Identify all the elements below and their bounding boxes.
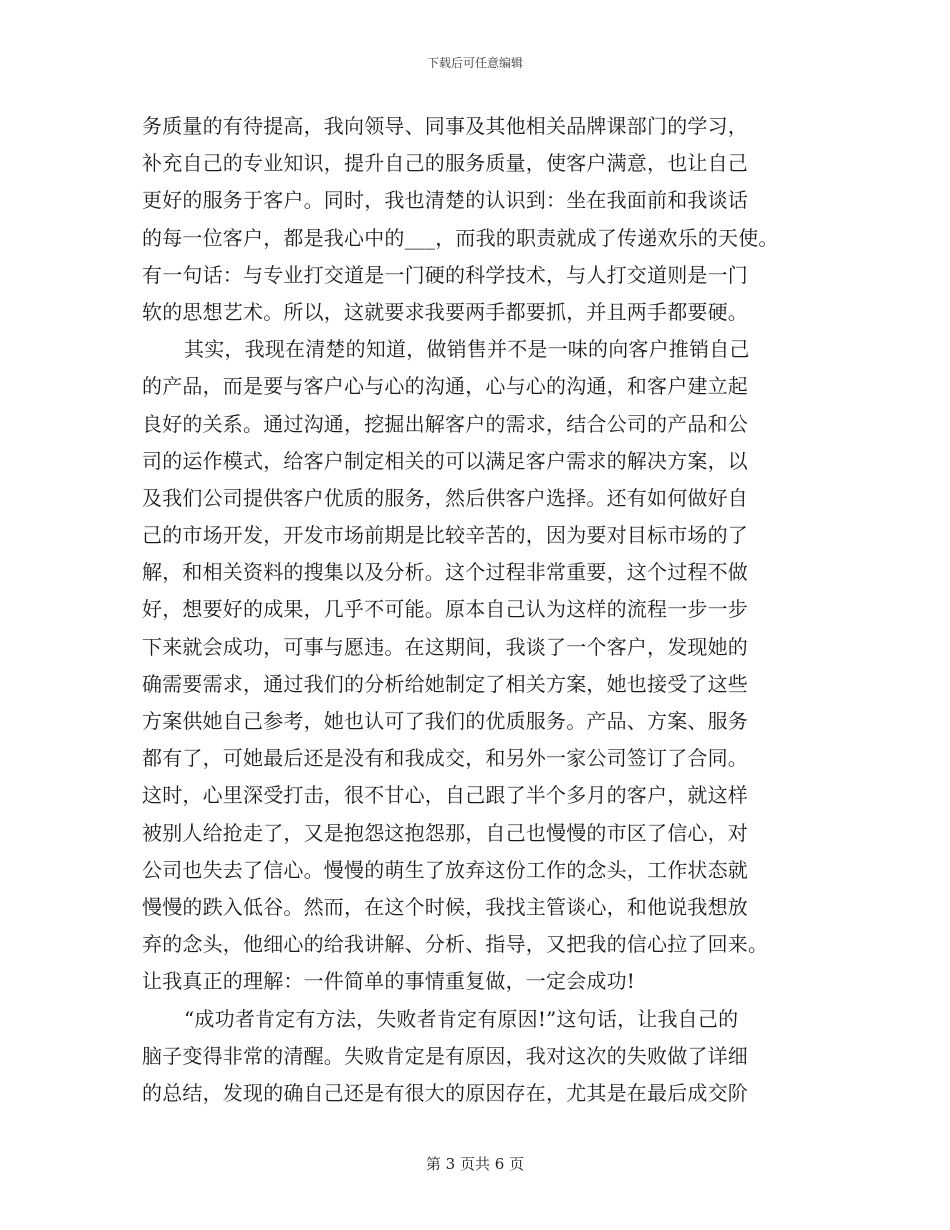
text-line: 脑子变得非常的清醒。失败肯定是有原因，我对这次的失败做了详细 [142,1043,748,1068]
text-line: 更好的服务于客户。同时，我也清楚的认识到：坐在我面前和我谈话 [142,188,748,213]
text-line: 己的市场开发，开发市场前期是比较辛苦的，因为要对目标市场的了 [142,523,748,548]
text-line: 及我们公司提供客户优质的服务，然后供客户选择。还有如何做好自 [142,485,748,510]
text-line: 弃的念头，他细心的给我讲解、分析、指导，又把我的信心拉了回来。 [142,932,769,957]
text-line: 解，和相关资料的搜集以及分析。这个过程非常重要，这个过程不做 [142,560,748,585]
text-line: 被别人给抢走了，又是抱怨这抱怨那，自己也慢慢的市区了信心，对 [142,820,748,845]
text-line: 下来就会成功，可事与愿违。在这期间，我谈了一个客户，发现她的 [142,634,748,659]
text-line: 的总结，发现的确自己还是有很大的原因存在，尤其是在最后成交阶 [142,1080,748,1105]
text-line: 都有了，可她最后还是没有和我成交，和另外一家公司签订了合同。 [142,746,748,771]
text-line: 司的运作模式，给客户制定相关的可以满足客户需求的解决方案，以 [142,448,748,473]
page-footer: 第 3 页共 6 页 [425,1155,525,1173]
text-line: 的每一位客户，都是我心中的___，而我的职责就成了传递欢乐的天使。 [142,225,779,250]
paragraph-start-line: 其实，我现在清楚的知道，做销售并不是一味的向客户推销自己 [184,337,750,362]
text-line: 软的思想艺术。所以，这就要求我要两手都要抓，并且两手都要硬。 [142,299,748,324]
text-line: 好，想要好的成果，几乎不可能。原本自己认为这样的流程一步一步 [142,597,748,622]
paragraph-start-line: “成功者肯定有方法，失败者肯定有原因!”这句话，让我自己的 [184,1006,739,1031]
text-line: 公司也失去了信心。慢慢的萌生了放弃这份工作的念头，工作状态就 [142,857,748,882]
text-line: 的产品，而是要与客户心与心的沟通，心与心的沟通，和客户建立起 [142,374,748,399]
text-line: 慢慢的跌入低谷。然而，在这个时候，我找主管谈心，和他说我想放 [142,894,748,919]
document-body [142,108,812,1112]
text-line: 务质量的有待提高，我向领导、同事及其他相关品牌课部门的学习， [142,114,748,138]
text-line: 有一句话：与专业打交道是一门硬的科学技术，与人打交道则是一门 [142,262,748,287]
text-line: 这时，心里深受打击，很不甘心，自己跟了半个多月的客户，就这样 [142,783,748,808]
text-line: 补充自己的专业知识，提升自己的服务质量，使客户满意，也让自己 [142,151,748,176]
text-line: 确需要需求，通过我们的分析给她制定了相关方案，她也接受了这些 [142,671,748,696]
text-line: 方案供她自己参考，她也认可了我们的优质服务。产品、方案、服务 [142,709,748,733]
text-line: 良好的关系。通过沟通，挖掘出解客户的需求，结合公司的产品和公 [142,411,748,436]
page-header: 下载后可任意编辑 [426,56,523,70]
text-line: 让我真正的理解：一件简单的事情重复做，一定会成功! [142,969,636,994]
